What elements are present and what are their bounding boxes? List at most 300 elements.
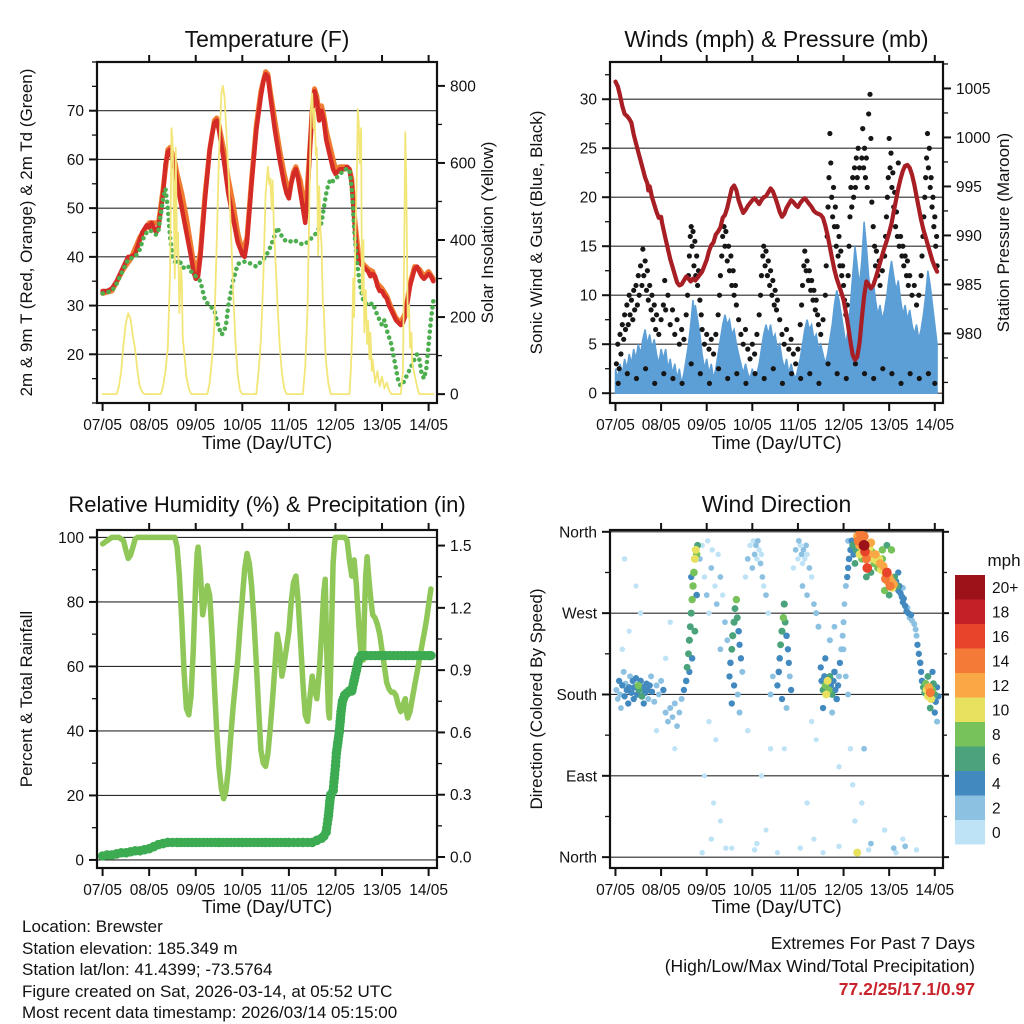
wind-direction-point xyxy=(845,565,851,571)
wind-direction-point xyxy=(861,746,867,752)
series-layer xyxy=(103,72,434,394)
x-axis-label: Time (Day/UTC) xyxy=(201,433,333,453)
wind-direction-point xyxy=(926,688,935,697)
svg-text:09/05: 09/05 xyxy=(687,417,727,434)
wind-direction-point xyxy=(843,583,849,589)
wind-direction-point xyxy=(621,693,627,699)
wind-direction-point xyxy=(759,574,765,580)
wind-direction-point xyxy=(820,850,825,855)
svg-text:14/05: 14/05 xyxy=(915,882,955,899)
svg-text:5: 5 xyxy=(588,336,597,354)
wind-direction-point xyxy=(755,538,761,544)
legend-label: 2 xyxy=(992,800,1001,818)
wind-direction-point xyxy=(811,836,816,841)
station-location: Location: Brewster xyxy=(22,917,163,936)
wind-direction-point xyxy=(779,696,785,702)
left-axis-label: Percent & Total Rainfall xyxy=(17,610,36,788)
svg-text:10/05: 10/05 xyxy=(222,417,262,434)
chart-title: Winds (mph) & Pressure (mb) xyxy=(624,26,929,52)
wind-direction-point xyxy=(871,550,880,559)
legend-title: mph xyxy=(987,551,1021,570)
wind-direction-point xyxy=(665,719,671,725)
series-layer xyxy=(613,529,941,857)
wind-direction-point xyxy=(674,723,680,729)
temperature-chart xyxy=(0,0,512,470)
wind-direction-point xyxy=(759,773,764,778)
wind-direction-point xyxy=(620,647,625,652)
svg-text:11/05: 11/05 xyxy=(270,882,308,899)
wind-direction-point xyxy=(827,637,833,643)
series-layer xyxy=(614,82,940,394)
legend-label: 16 xyxy=(992,628,1010,646)
wind-direction-point xyxy=(633,583,638,588)
wind-direction-point xyxy=(822,690,830,698)
wind-direction-point xyxy=(768,691,774,697)
svg-text:07/05: 07/05 xyxy=(596,417,635,434)
wind-direction-point xyxy=(618,705,624,711)
svg-text:0: 0 xyxy=(588,385,597,403)
wind-direction-point xyxy=(809,719,814,724)
speed-colorbar-legend xyxy=(955,551,1021,845)
wind-direction-point xyxy=(676,710,682,716)
wind-direction-point xyxy=(730,619,737,626)
wind-direction-point xyxy=(836,764,841,769)
series-9m-temperature xyxy=(103,72,434,323)
wind-direction-point xyxy=(882,568,892,578)
svg-text:60: 60 xyxy=(66,658,84,676)
svg-text:995: 995 xyxy=(956,178,982,196)
wind-direction-point xyxy=(732,605,739,612)
chart-title: Wind Direction xyxy=(701,491,852,517)
wind-direction-point xyxy=(911,621,917,627)
svg-text:15: 15 xyxy=(579,238,597,256)
wind-direction-point xyxy=(845,691,851,697)
legend-label: 18 xyxy=(992,604,1010,622)
wind-direction-point xyxy=(688,610,695,617)
wind-direction-point xyxy=(723,845,728,850)
wind-direction-point xyxy=(718,574,724,580)
wind-direction-point xyxy=(627,629,632,634)
wind-direction-point xyxy=(702,773,707,778)
right-axis-label: Station Pressure (Maroon) xyxy=(994,132,1013,333)
legend-swatch xyxy=(955,673,985,698)
wind-direction-point xyxy=(691,555,699,563)
wind-direction-point xyxy=(681,687,687,693)
wind-direction-point xyxy=(804,592,810,598)
svg-text:10/05: 10/05 xyxy=(732,417,772,434)
wind-direction-point xyxy=(804,800,809,805)
svg-text:12/05: 12/05 xyxy=(824,417,863,434)
svg-text:09/05: 09/05 xyxy=(687,882,727,899)
wind-direction-chart xyxy=(512,470,1024,930)
legend-swatch xyxy=(955,747,985,772)
wind-direction-point xyxy=(836,673,842,679)
wind-direction-point xyxy=(658,678,664,684)
extremes-summary xyxy=(665,932,975,1001)
wind-direction-point xyxy=(888,546,895,553)
svg-text:07/05: 07/05 xyxy=(83,417,122,434)
wind-direction-point xyxy=(879,546,886,553)
wind-direction-point xyxy=(899,594,906,601)
svg-text:12/05: 12/05 xyxy=(316,882,355,899)
wind-direction-point xyxy=(796,538,802,544)
wind-direction-point xyxy=(800,583,806,589)
wind-direction-point xyxy=(761,583,766,588)
svg-text:11/05: 11/05 xyxy=(270,417,308,434)
legend-label: 8 xyxy=(992,726,1001,744)
svg-text:12/05: 12/05 xyxy=(824,882,863,899)
wind-direction-point xyxy=(866,847,871,852)
wind-direction-point xyxy=(914,847,919,852)
wind-direction-point xyxy=(736,642,742,648)
wind-direction-point xyxy=(860,532,869,541)
wind-direction-point xyxy=(739,669,745,675)
wind-direction-point xyxy=(720,592,725,597)
wind-direction-point xyxy=(745,556,751,562)
wind-direction-point xyxy=(667,705,673,711)
wind-direction-point xyxy=(660,687,666,693)
wind-direction-point xyxy=(902,603,908,609)
wind-direction-point xyxy=(891,845,897,851)
wind-direction-point xyxy=(621,669,627,675)
humidity-precip-chart xyxy=(0,470,512,930)
svg-text:30: 30 xyxy=(66,298,84,316)
wind-direction-point xyxy=(711,800,716,805)
wind-direction-point xyxy=(820,705,826,711)
svg-text:14/05: 14/05 xyxy=(409,882,449,899)
station-elevation: Station elevation: 185.349 m xyxy=(22,938,238,958)
wind-direction-point xyxy=(815,624,821,630)
svg-text:13/05: 13/05 xyxy=(869,417,909,434)
legend-label: 4 xyxy=(992,775,1001,793)
series-layer xyxy=(98,537,436,860)
station-metadata xyxy=(22,916,397,1024)
wind-direction-point xyxy=(622,556,627,561)
wind-direction-point xyxy=(690,569,698,577)
svg-text:11/05: 11/05 xyxy=(779,417,817,434)
svg-text:1.2: 1.2 xyxy=(450,600,472,618)
wind-direction-point xyxy=(726,673,732,679)
wind-direction-point xyxy=(804,552,809,557)
svg-text:100: 100 xyxy=(58,529,84,547)
wind-direction-point xyxy=(641,700,647,706)
wind-direction-point xyxy=(715,552,720,557)
wind-direction-point xyxy=(786,660,792,666)
x-axis-label: Time (Day/UTC) xyxy=(711,897,842,917)
wind-direction-point xyxy=(656,692,662,698)
svg-text:South: South xyxy=(556,686,597,704)
svg-text:0: 0 xyxy=(450,386,459,404)
wind-direction-point xyxy=(727,660,734,667)
svg-text:08/05: 08/05 xyxy=(641,417,681,434)
wind-direction-point xyxy=(686,637,693,644)
wind-direction-point xyxy=(663,656,668,661)
wind-direction-point xyxy=(908,612,914,618)
wind-direction-point xyxy=(795,556,800,561)
wind-direction-point xyxy=(775,669,782,676)
svg-text:08/05: 08/05 xyxy=(641,882,681,899)
wind-direction-point xyxy=(635,682,642,689)
legend-label: 14 xyxy=(992,653,1010,671)
wind-direction-point xyxy=(733,596,740,603)
wind-direction-point xyxy=(775,850,780,855)
legend-label: 6 xyxy=(992,751,1001,769)
wind-direction-point xyxy=(934,719,940,725)
svg-text:0.0: 0.0 xyxy=(450,849,472,867)
wind-direction-point xyxy=(722,619,728,625)
extremes-values: 77.2/25/17.1/0.97 xyxy=(838,979,975,999)
wind-direction-point xyxy=(778,628,785,635)
wind-direction-point xyxy=(813,610,819,616)
svg-text:1000: 1000 xyxy=(956,129,991,147)
svg-text:1.5: 1.5 xyxy=(450,538,472,556)
wind-direction-point xyxy=(809,574,814,579)
wind-direction-point xyxy=(768,746,773,751)
svg-text:11/05: 11/05 xyxy=(779,882,817,899)
legend-swatch xyxy=(955,796,985,821)
svg-text:West: West xyxy=(561,605,597,623)
svg-text:985: 985 xyxy=(956,276,982,294)
wind-direction-point xyxy=(913,626,919,632)
svg-text:25: 25 xyxy=(579,140,597,158)
wind-direction-point xyxy=(791,565,796,570)
svg-text:13/05: 13/05 xyxy=(362,417,402,434)
wind-direction-point xyxy=(754,841,759,846)
wind-direction-point xyxy=(777,641,784,648)
wind-direction-point xyxy=(852,560,859,567)
series-solar-insolation xyxy=(103,86,434,394)
wind-direction-point xyxy=(759,552,764,557)
left-axis-label: Sonic Wind & Gust (Blue, Black) xyxy=(527,110,546,355)
wind-direction-point xyxy=(684,664,691,671)
wind-direction-point xyxy=(803,542,809,548)
legend-label: 10 xyxy=(992,702,1010,720)
svg-text:08/05: 08/05 xyxy=(129,882,169,899)
left-axis-label: 2m & 9m T (Red, Orange) & 2m Td (Green) xyxy=(17,68,36,397)
wind-direction-point xyxy=(679,696,685,702)
svg-text:09/05: 09/05 xyxy=(176,417,216,434)
legend-label: 20+ xyxy=(992,579,1019,597)
svg-text:0.9: 0.9 xyxy=(450,662,472,680)
wind-direction-point xyxy=(738,655,744,661)
right-axis-label: Solar Insolation (Yellow) xyxy=(478,141,497,324)
svg-text:0.3: 0.3 xyxy=(450,787,472,805)
legend-swatch xyxy=(955,698,985,723)
wind-direction-point xyxy=(699,850,704,855)
wind-direction-point xyxy=(647,682,653,688)
wind-direction-point xyxy=(737,710,743,716)
wind-direction-point xyxy=(688,596,695,603)
wind-direction-point xyxy=(735,691,741,697)
wind-direction-point xyxy=(731,682,737,688)
wind-direction-point xyxy=(747,543,752,548)
wind-direction-point xyxy=(862,563,872,573)
wind-direction-point xyxy=(654,728,659,733)
wind-direction-point xyxy=(838,646,844,652)
wind-direction-point xyxy=(728,646,735,653)
wind-direction-point xyxy=(842,601,848,607)
wind-direction-point xyxy=(824,677,832,685)
wind-direction-point xyxy=(793,547,799,553)
wind-direction-point xyxy=(776,655,783,662)
wind-direction-point xyxy=(836,844,841,849)
x-axis-label: Time (Day/UTC) xyxy=(711,433,842,453)
wind-direction-point xyxy=(848,746,853,751)
legend-swatch xyxy=(955,771,985,796)
wind-direction-point xyxy=(714,601,720,607)
wind-direction-point xyxy=(752,847,757,852)
plot-frame xyxy=(97,530,437,868)
svg-text:1005: 1005 xyxy=(956,80,991,98)
wind-direction-point xyxy=(670,714,676,720)
wind-direction-point xyxy=(822,655,828,661)
wind-direction-point xyxy=(868,841,874,847)
svg-text:40: 40 xyxy=(66,249,84,267)
figure-created-timestamp: Figure created on Sat, 2026-03-14, at 05:52 UTC xyxy=(22,981,393,1001)
wind-direction-point xyxy=(916,651,922,657)
series-2m-dewpoint xyxy=(103,169,434,386)
wind-direction-point xyxy=(638,693,645,700)
wind-direction-point xyxy=(638,610,643,615)
wind-direction-point xyxy=(709,836,714,841)
wind-direction-point xyxy=(782,746,787,751)
wind-direction-point xyxy=(900,836,905,841)
wind-direction-point xyxy=(918,669,924,675)
most-recent-data-timestamp: Most recent data timestamp: 2026/03/14 05:15:00 xyxy=(22,1003,398,1022)
wind-direction-point xyxy=(882,827,887,832)
wind-direction-point xyxy=(712,583,717,588)
svg-text:East: East xyxy=(565,768,597,786)
wind-direction-point xyxy=(758,561,764,567)
svg-text:20: 20 xyxy=(66,787,84,805)
wind-direction-point xyxy=(689,582,696,589)
svg-text:14/05: 14/05 xyxy=(915,417,955,434)
svg-text:13/05: 13/05 xyxy=(869,882,909,899)
wind-direction-point xyxy=(663,710,669,716)
wind-direction-point xyxy=(706,719,711,724)
svg-text:30: 30 xyxy=(579,91,597,109)
wind-direction-point xyxy=(735,628,742,635)
wind-direction-point xyxy=(925,673,932,680)
wind-direction-point xyxy=(832,624,838,630)
wind-direction-point xyxy=(702,574,707,579)
wind-direction-point xyxy=(654,682,660,688)
wind-direction-point xyxy=(844,574,850,580)
svg-text:50: 50 xyxy=(66,200,84,218)
extremes-title: Extremes For Past 7 Days xyxy=(770,933,975,953)
wind-direction-point xyxy=(708,565,714,571)
legend-swatch xyxy=(955,600,985,625)
svg-text:600: 600 xyxy=(450,155,476,173)
svg-text:07/05: 07/05 xyxy=(596,882,635,899)
svg-text:0.6: 0.6 xyxy=(450,724,472,742)
wind-direction-point xyxy=(902,843,908,849)
wind-direction-point xyxy=(781,601,788,608)
svg-text:10/05: 10/05 xyxy=(732,882,772,899)
wind-direction-point xyxy=(645,696,651,702)
svg-text:60: 60 xyxy=(66,151,84,169)
wind-direction-point xyxy=(745,728,750,733)
wind-direction-point xyxy=(749,565,755,571)
wind-direction-point xyxy=(729,700,735,706)
legend-label: 0 xyxy=(992,824,1001,842)
svg-text:990: 990 xyxy=(956,227,982,245)
wind-direction-point xyxy=(886,581,895,590)
wind-direction-point xyxy=(814,737,819,742)
legend-swatch xyxy=(955,624,985,649)
wind-direction-point xyxy=(718,646,724,652)
wind-direction-point xyxy=(649,689,655,695)
svg-text:13/05: 13/05 xyxy=(362,882,402,899)
wind-direction-point xyxy=(917,660,924,667)
gridlines xyxy=(97,537,437,860)
wind-direction-point xyxy=(841,619,847,625)
station-latlon: Station lat/lon: 41.4399; -73.5764 xyxy=(22,960,273,979)
svg-text:400: 400 xyxy=(450,232,476,250)
svg-text:80: 80 xyxy=(66,594,84,612)
wind-direction-point xyxy=(852,818,857,823)
wind-direction-point xyxy=(763,827,768,832)
svg-text:North: North xyxy=(559,524,597,542)
svg-text:14/05: 14/05 xyxy=(409,417,449,434)
wind-direction-point xyxy=(850,782,855,787)
series-relative-humidity xyxy=(103,537,431,798)
wind-direction-point xyxy=(729,632,736,639)
svg-text:40: 40 xyxy=(66,723,84,741)
legend-swatch xyxy=(955,575,985,600)
svg-text:10/05: 10/05 xyxy=(222,882,262,899)
wind-direction-point xyxy=(914,633,920,639)
wind-direction-point xyxy=(672,746,677,751)
wind-direction-point xyxy=(729,846,734,851)
svg-text:20: 20 xyxy=(579,189,597,207)
wind-direction-point xyxy=(648,673,654,679)
legend-swatch xyxy=(955,722,985,747)
wind-direction-point xyxy=(763,592,769,598)
wind-direction-point xyxy=(743,574,748,579)
wind-direction-point xyxy=(724,637,730,643)
wind-direction-point xyxy=(853,849,861,857)
svg-text:20: 20 xyxy=(66,346,84,364)
svg-text:12/05: 12/05 xyxy=(316,417,355,434)
wind-direction-point xyxy=(625,700,631,706)
wind-direction-point xyxy=(752,552,758,558)
svg-text:08/05: 08/05 xyxy=(129,417,169,434)
chart-title: Relative Humidity (%) & Precipitation (in) xyxy=(68,492,466,517)
wind-direction-point xyxy=(704,592,710,598)
svg-text:09/05: 09/05 xyxy=(176,882,216,899)
svg-text:North: North xyxy=(559,849,597,867)
wind-direction-point xyxy=(788,687,794,693)
wind-direction-point xyxy=(709,547,714,552)
wind-direction-point xyxy=(691,628,698,635)
x-axis-label: Time (Day/UTC) xyxy=(201,897,333,917)
wind-direction-point xyxy=(859,540,870,551)
wind-direction-point xyxy=(829,710,835,716)
wind-direction-point xyxy=(859,800,864,805)
chart-title: Temperature (F) xyxy=(184,26,350,52)
wind-direction-point xyxy=(705,538,710,543)
wind-direction-point xyxy=(774,682,780,688)
wind-direction-point xyxy=(784,705,790,711)
wind-direction-point xyxy=(806,565,812,571)
wind-direction-point xyxy=(797,845,802,850)
wind-direction-point xyxy=(787,673,793,679)
svg-text:10: 10 xyxy=(579,287,597,305)
wind-direction-point xyxy=(818,664,824,670)
svg-text:800: 800 xyxy=(450,78,476,96)
wind-direction-point xyxy=(672,700,678,706)
